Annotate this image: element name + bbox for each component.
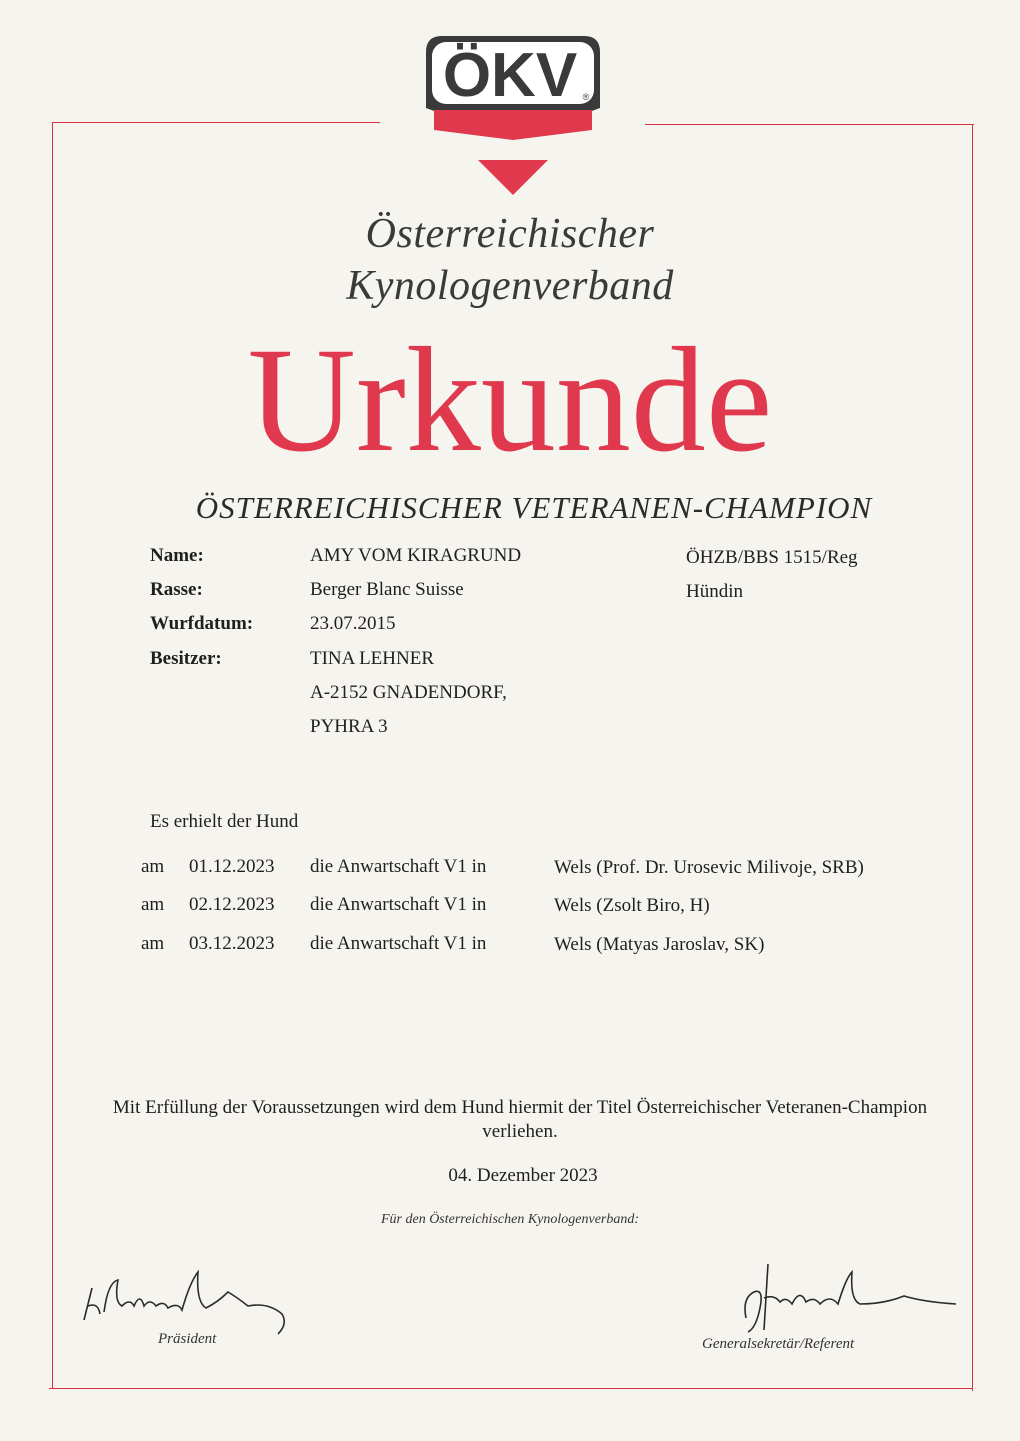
- president-caption: Präsident: [158, 1331, 217, 1347]
- frame-line-top-left: [52, 122, 380, 123]
- award-prefix: am: [141, 856, 165, 877]
- breed-label: Rasse:: [150, 579, 203, 600]
- closing-line-2: verliehen.: [482, 1121, 558, 1142]
- logo-text: ÖKV: [442, 41, 578, 110]
- frame-line-right: [972, 124, 973, 1391]
- award-date: 03.12.2023: [189, 933, 275, 954]
- birth-date-label: Wurfdatum:: [150, 613, 254, 634]
- closing-line-1: Mit Erfüllung der Voraussetzungen wird dem Hund hiermit der Titel Österreichischer Veteranen-Champion: [112, 1097, 928, 1118]
- org-name-line-2: Kynologenverband: [346, 263, 674, 309]
- dog-sex: Hündin: [686, 581, 743, 602]
- closing-statement: [60, 1096, 980, 1144]
- award-date: 02.12.2023: [189, 894, 275, 915]
- frame-line-top-right: [645, 124, 974, 125]
- org-name-line-1: Österreichischer: [365, 211, 655, 257]
- dog-name: AMY VOM KIRAGRUND: [310, 545, 522, 566]
- logo-registered-mark: ®: [582, 92, 590, 102]
- okv-logo: [418, 30, 608, 202]
- on-behalf-of: Für den Österreichischen Kynologenverband:: [380, 1212, 640, 1227]
- document-title: Urkunde: [247, 317, 773, 483]
- owner-address-line-2: PYHRA 3: [310, 716, 388, 737]
- registration-number: ÖHZB/BBS 1515/Reg: [686, 547, 858, 568]
- secretary-caption: Generalsekretär/Referent: [702, 1336, 855, 1352]
- owner-address-line-1: A-2152 GNADENDORF,: [310, 682, 507, 703]
- dog-breed: Berger Blanc Suisse: [310, 579, 464, 600]
- owner-label: Besitzer:: [150, 648, 222, 669]
- award-text: die Anwartschaft V1 in: [310, 894, 487, 915]
- award-prefix: am: [141, 894, 165, 915]
- secretary-signature: [734, 1258, 964, 1338]
- award-place: Wels (Prof. Dr. Urosevic Milivoje, SRB): [554, 857, 864, 878]
- owner-name: TINA LEHNER: [310, 648, 435, 669]
- name-label: Name:: [150, 545, 204, 566]
- award-place: Wels (Zsolt Biro, H): [554, 895, 710, 916]
- issue-date: 04. Dezember 2023: [448, 1165, 598, 1186]
- award-place: Wels (Matyas Jaroslav, SK): [554, 934, 765, 955]
- certificate-subtitle: ÖSTERREICHISCHER VETERANEN-CHAMPION: [195, 490, 873, 525]
- birth-date: 23.07.2015: [310, 613, 396, 634]
- award-text: die Anwartschaft V1 in: [310, 856, 487, 877]
- frame-line-bottom: [49, 1388, 972, 1389]
- frame-line-left: [52, 122, 53, 1389]
- awards-intro: Es erhielt der Hund: [150, 811, 299, 832]
- president-signature: [78, 1262, 298, 1342]
- award-date: 01.12.2023: [189, 856, 275, 877]
- award-text: die Anwartschaft V1 in: [310, 933, 487, 954]
- award-prefix: am: [141, 933, 165, 954]
